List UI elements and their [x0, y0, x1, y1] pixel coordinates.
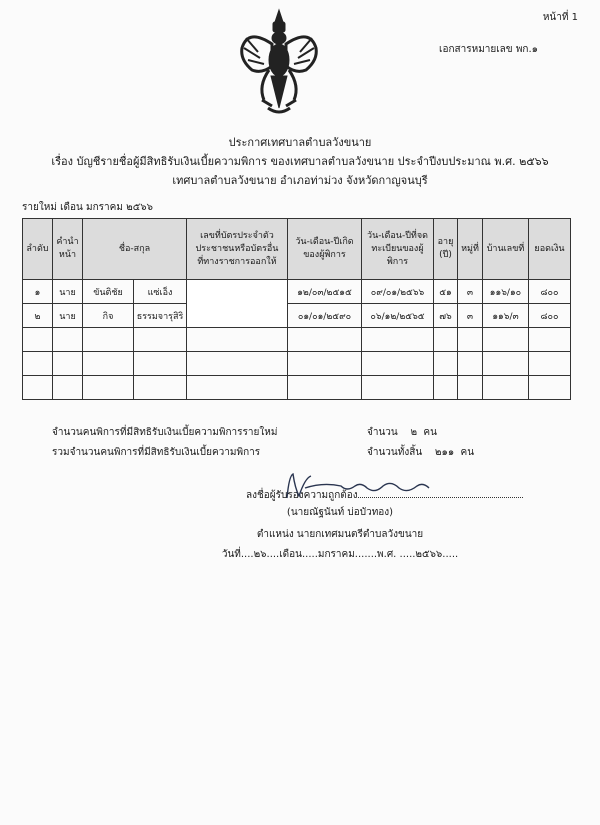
- header-subject: เรื่อง บัญชีรายชื่อผู้มีสิทธิรับเงินเบี้ยความพิการ ของเทศบาลตำบลวังขนาย ประจำปีงบประมาณ พ.ศ. ๒๕๖๖: [51, 155, 549, 168]
- beneficiary-table: [22, 218, 571, 400]
- col-header-house: บ้านเลขที่: [483, 219, 529, 280]
- signer-position: ตำแหน่ง นายกเทศมนตรีตำบลวังขนาย: [256, 529, 424, 540]
- cell-age: ๗๖: [434, 304, 458, 328]
- handwritten-signature: [283, 468, 433, 502]
- cell-registration: ๐๖/๑๒/๒๕๖๕: [362, 304, 434, 328]
- summary-new-label: จำนวนคนพิการที่มีสิทธิรับเงินเบี้ยความพิการรายใหม่: [52, 427, 278, 438]
- garuda-emblem-icon: [238, 8, 320, 118]
- cell-birth: ๑๒/๐๓/๒๕๑๕: [288, 280, 362, 304]
- cell-no: ๒: [23, 304, 53, 328]
- col-header-id: เลขที่บัตรประจำตัวประชาชนหรือบัตรอื่นที่ทางราชการออกให้: [187, 219, 288, 280]
- sign-date: วันที่....๒๖....เดือน.....มกราคม.......พ.ศ. .....๒๕๖๖.....: [221, 549, 459, 560]
- cell-amount: ๘๐๐: [529, 280, 571, 304]
- col-header-registration: วัน-เดือน-ปีที่จดทะเบียนของผู้พิการ: [362, 219, 434, 280]
- cell-age: ๕๑: [434, 280, 458, 304]
- cell-birth: ๐๑/๐๑/๒๕๙๐: [288, 304, 362, 328]
- cell-prefix: นาย: [53, 304, 83, 328]
- page-number: หน้าที่ 1: [542, 12, 578, 23]
- col-header-no: ลำดับ: [23, 219, 53, 280]
- cell-house: ๑๑๖/๑๐: [483, 280, 529, 304]
- table-row-empty: [23, 376, 571, 400]
- col-header-prefix: คำนำหน้า: [53, 219, 83, 280]
- col-header-moo: หมู่ที่: [458, 219, 483, 280]
- summary-total-value: จำนวนทั้งสิ้น ๒๑๑ คน: [367, 447, 475, 458]
- table-row: [23, 304, 571, 328]
- col-header-birth: วัน-เดือน-ปีเกิดของผู้พิการ: [288, 219, 362, 280]
- month-label: รายใหม่ เดือน มกราคม ๒๕๖๖: [22, 202, 153, 213]
- cell-last-name: แซ่เอ็ง: [134, 280, 187, 304]
- header-location: เทศบาลตำบลวังขนาย อำเภอท่าม่วง จังหวัดกาญจนบุรี: [172, 174, 428, 187]
- header-title: ประกาศเทศบาลตำบลวังขนาย: [228, 136, 372, 149]
- summary-new-value: จำนวน ๒ คน: [367, 427, 437, 438]
- cell-amount: ๘๐๐: [529, 304, 571, 328]
- cell-prefix: นาย: [53, 280, 83, 304]
- certify-label: ลงชื่อผู้รับรองความถูกต้อง: [246, 490, 358, 501]
- document-number: เอกสารหมายเลข พก.๑: [439, 44, 538, 55]
- col-header-age: อายุ (ปี): [434, 219, 458, 280]
- cell-no: ๑: [23, 280, 53, 304]
- cell-first-name: ขันติชัย: [83, 280, 134, 304]
- table-row: [23, 280, 571, 304]
- cell-house: ๑๑๖/๓: [483, 304, 529, 328]
- signer-name: (นายณัฐนันท์ บ่อบัวทอง): [286, 507, 394, 518]
- cell-last-name: ธรรมจารุสิริ: [134, 304, 187, 328]
- col-header-amount: ยอดเงิน: [529, 219, 571, 280]
- summary-total-label: รวมจำนวนคนพิการที่มีสิทธิรับเงินเบี้ยความพิการ: [52, 447, 261, 458]
- cell-first-name: กิจ: [83, 304, 134, 328]
- cell-moo: ๓: [458, 304, 483, 328]
- cell-registration: ๐๙/๐๑/๒๕๖๖: [362, 280, 434, 304]
- col-header-name: ชื่อ-สกุล: [83, 219, 187, 280]
- table-row-empty: [23, 352, 571, 376]
- cell-moo: ๓: [458, 280, 483, 304]
- cell-id-redacted: [187, 280, 288, 328]
- table-header-row: [23, 219, 571, 280]
- table-row-empty: [23, 328, 571, 352]
